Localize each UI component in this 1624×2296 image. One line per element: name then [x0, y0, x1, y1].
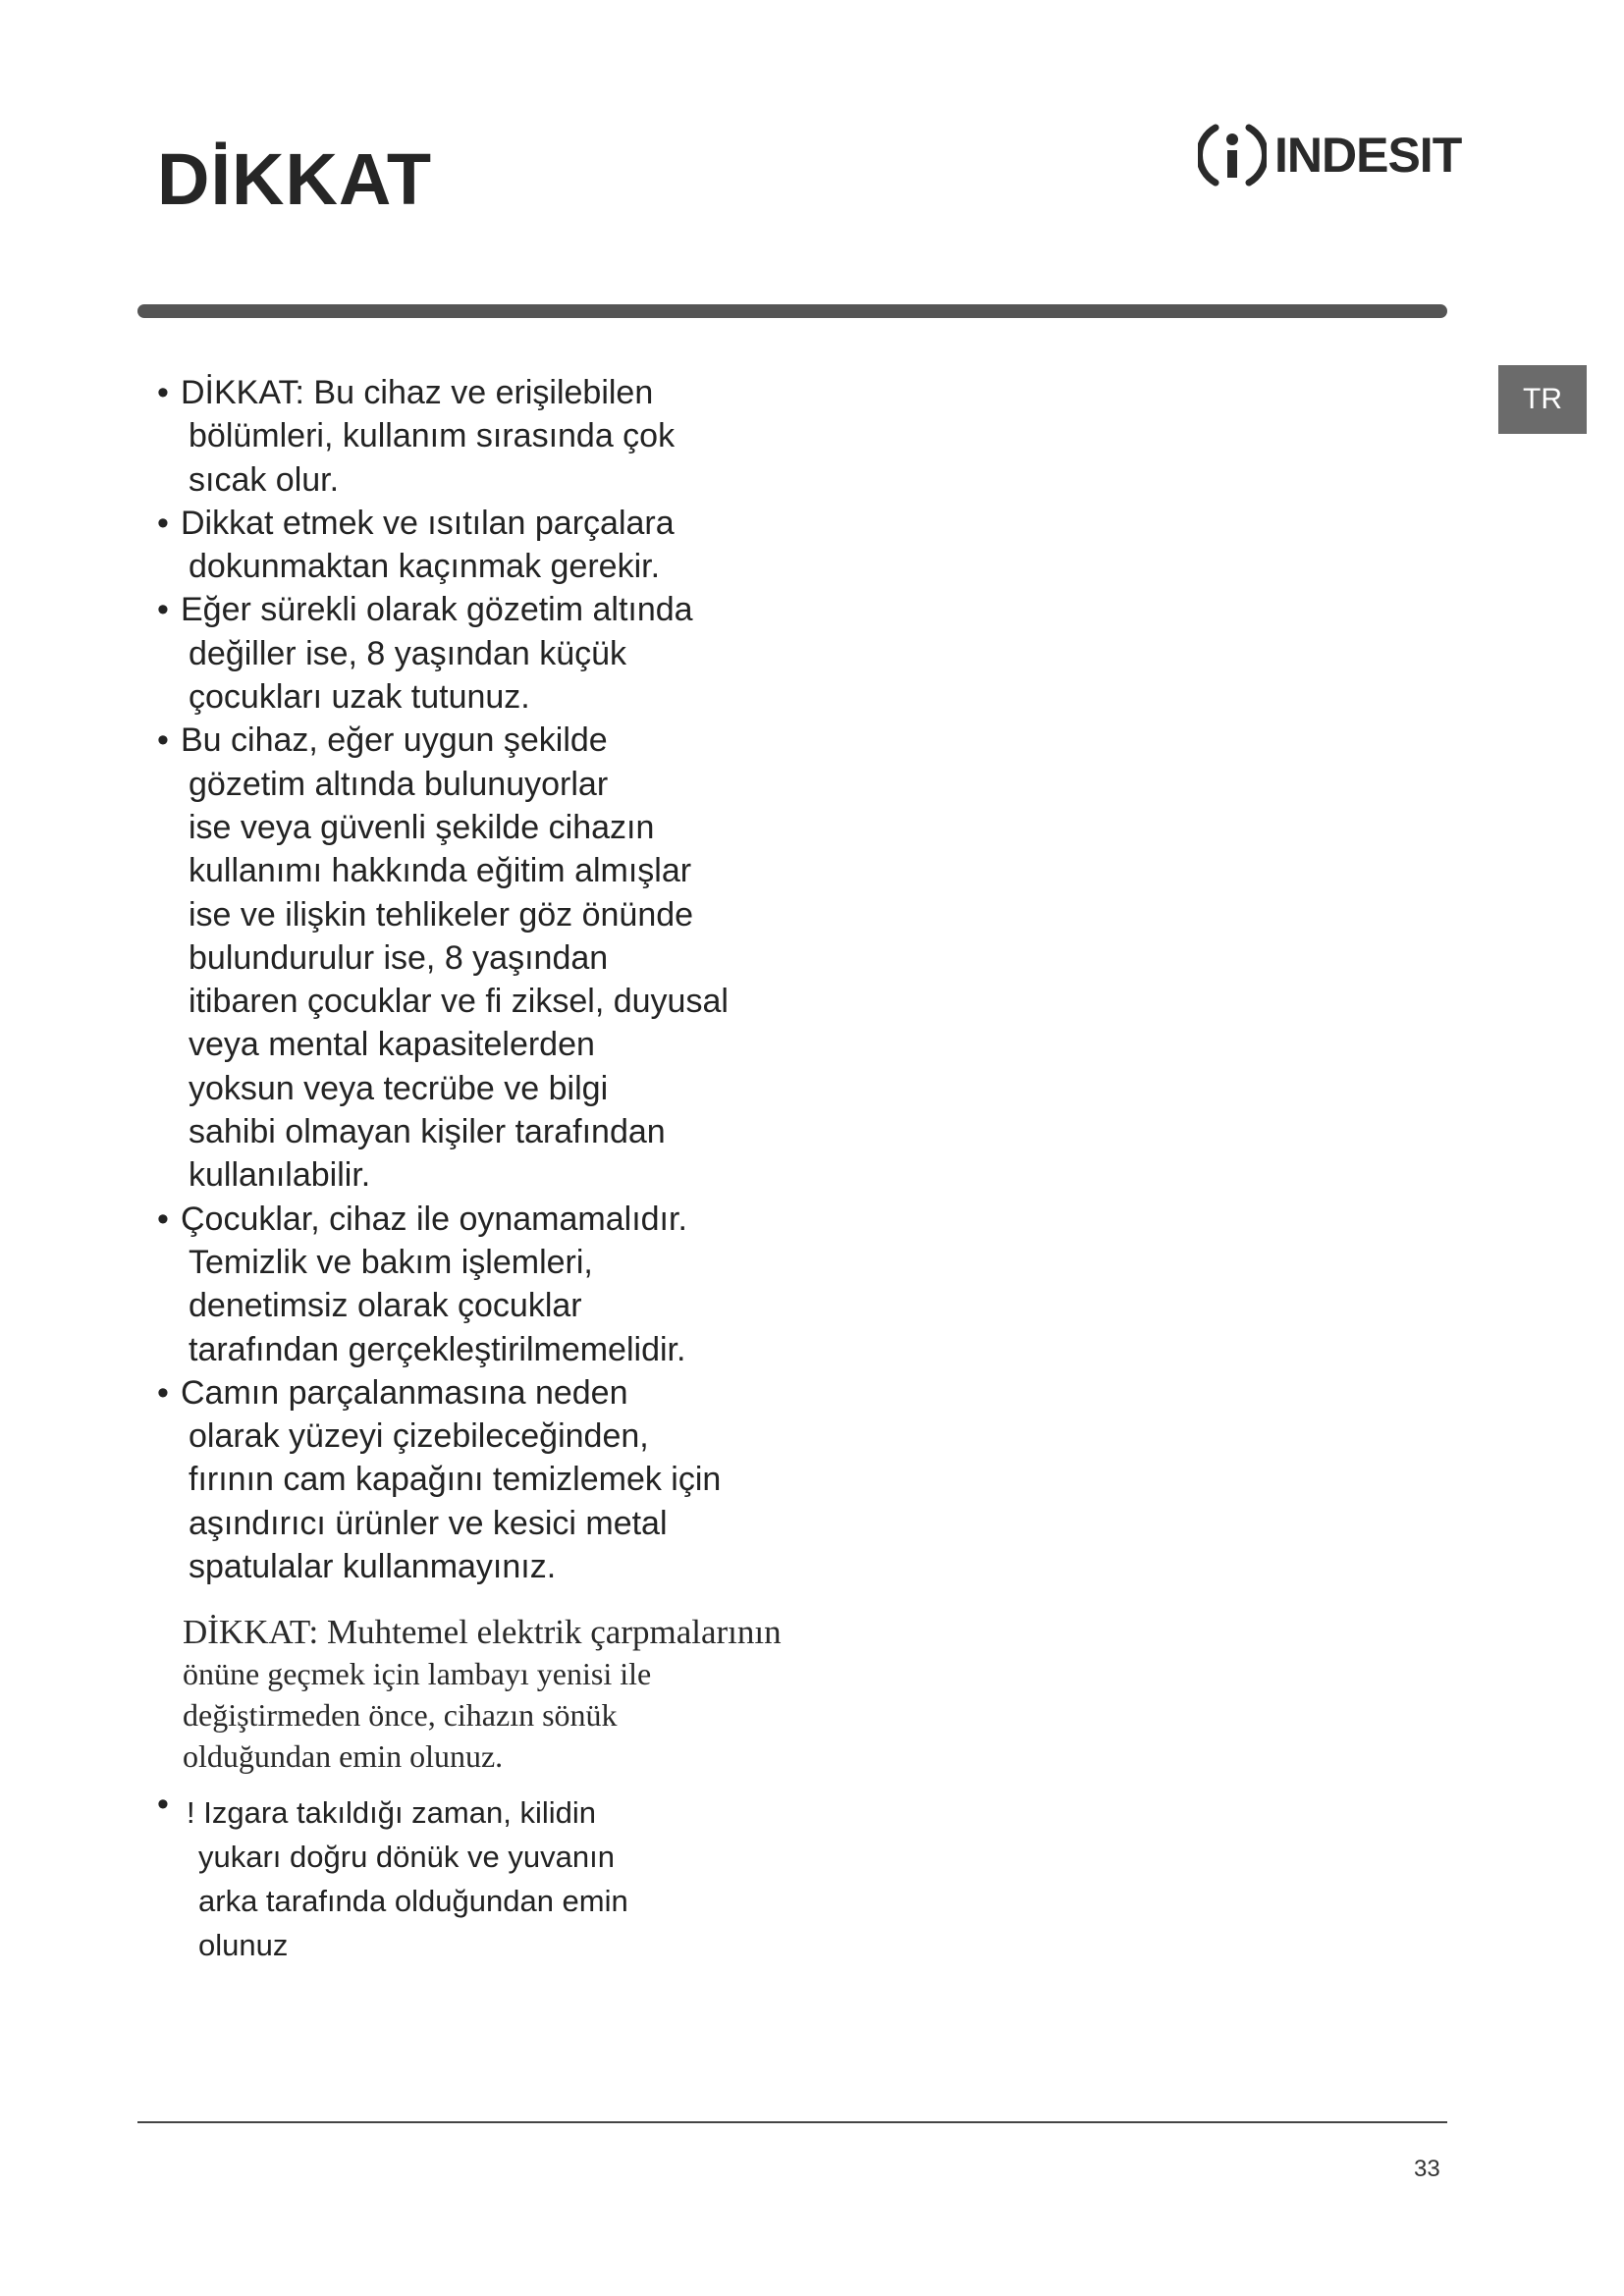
warning-line: • DİKKAT: Bu cihaz ve erişilebilen	[181, 374, 654, 411]
note-line: önüne geçmek için lambayı yenisi ile	[183, 1656, 652, 1692]
warning-line: yoksun veya tecrübe ve bilgi	[189, 1069, 609, 1107]
warning-line: • Bu cihaz, eğer uygun şekilde	[181, 721, 608, 760]
warning-line: bulundurulur ise, 8 yaşından	[189, 938, 609, 977]
warning-line: • Çocuklar, cihaz ile oynamamalıdır.	[181, 1200, 687, 1238]
warning-list	[157, 371, 844, 1588]
warning-line: kullanımı hakkında eğitim almışlar	[189, 852, 692, 890]
warning-line: aşındırıcı ürünler ve kesici metal	[189, 1504, 668, 1542]
warning-item	[157, 371, 844, 502]
warning-line: veya mental kapasitelerden	[189, 1026, 595, 1064]
warning-line: • Camın parçalanmasına neden	[181, 1373, 628, 1412]
page-title: DİKKAT	[157, 138, 433, 220]
warning-line: ise veya güvenli şekilde cihazın	[189, 808, 655, 846]
warning-item	[157, 502, 844, 589]
page-number: 33	[1414, 2156, 1440, 2182]
info-i-logo-icon	[1198, 118, 1267, 192]
warning-line: denetimsiz olarak çocuklar	[189, 1287, 582, 1325]
warning-line: olarak yüzeyi çizebileceğinden,	[189, 1417, 649, 1456]
grill-note	[157, 1790, 844, 1967]
warning-line: tarafından gerçekleştirilmemelidir.	[189, 1330, 686, 1368]
warning-item	[157, 588, 844, 719]
note-line: yukarı doğru dönük ve yuvanın	[198, 1840, 615, 1875]
warning-line: sahibi olmayan kişiler tarafından	[189, 1113, 666, 1151]
electric-shock-note	[183, 1612, 844, 1777]
warning-line: değiller ise, 8 yaşından küçük	[189, 634, 627, 672]
note-line: arka tarafında olduğundan emin	[198, 1884, 628, 1919]
warning-line: itibaren çocuklar ve fi ziksel, duyusal	[189, 983, 729, 1021]
warning-line: bölümleri, kullanım sırasında çok	[189, 417, 676, 455]
warnings-section	[157, 371, 844, 1967]
warning-line: • Dikkat etmek ve ısıtılan parçalara	[181, 504, 675, 542]
warning-line: gözetim altında bulunuyorlar	[189, 765, 609, 803]
header-divider	[137, 304, 1447, 318]
warning-line: sıcak olur.	[189, 460, 340, 499]
warning-item	[157, 1371, 844, 1588]
warning-line: çocukları uzak tutunuz.	[189, 678, 530, 717]
note-line: olunuz	[198, 1928, 289, 1963]
note-line: değiştirmeden önce, cihazın sönük	[183, 1697, 618, 1734]
brand-name: INDESIT	[1274, 128, 1462, 183]
footer-divider	[137, 2121, 1447, 2123]
brand-logo	[1198, 118, 1461, 192]
language-tab: TR	[1498, 365, 1587, 434]
note-line: DİKKAT: Muhtemel elektrik çarpmalarının	[183, 1613, 782, 1652]
warning-line: ise ve ilişkin tehlikeler göz önünde	[189, 895, 694, 934]
note-line: olduğundan emin olunuz.	[183, 1738, 504, 1775]
warning-line: dokunmaktan kaçınmak gerekir.	[189, 548, 661, 586]
warning-line: fırının cam kapağını temizlemek için	[189, 1461, 722, 1499]
warning-item	[157, 1198, 844, 1371]
warning-item	[157, 719, 844, 1197]
warning-line: Temizlik ve bakım işlemleri,	[189, 1243, 593, 1281]
warning-line: • Eğer sürekli olarak gözetim altında	[181, 591, 693, 629]
note-line: • ! Izgara takıldığı zaman, kilidin	[187, 1795, 596, 1831]
grill-note-item	[157, 1790, 844, 1967]
warning-line: kullanılabilir.	[189, 1156, 371, 1195]
warning-line: spatulalar kullanmayınız.	[189, 1548, 557, 1586]
